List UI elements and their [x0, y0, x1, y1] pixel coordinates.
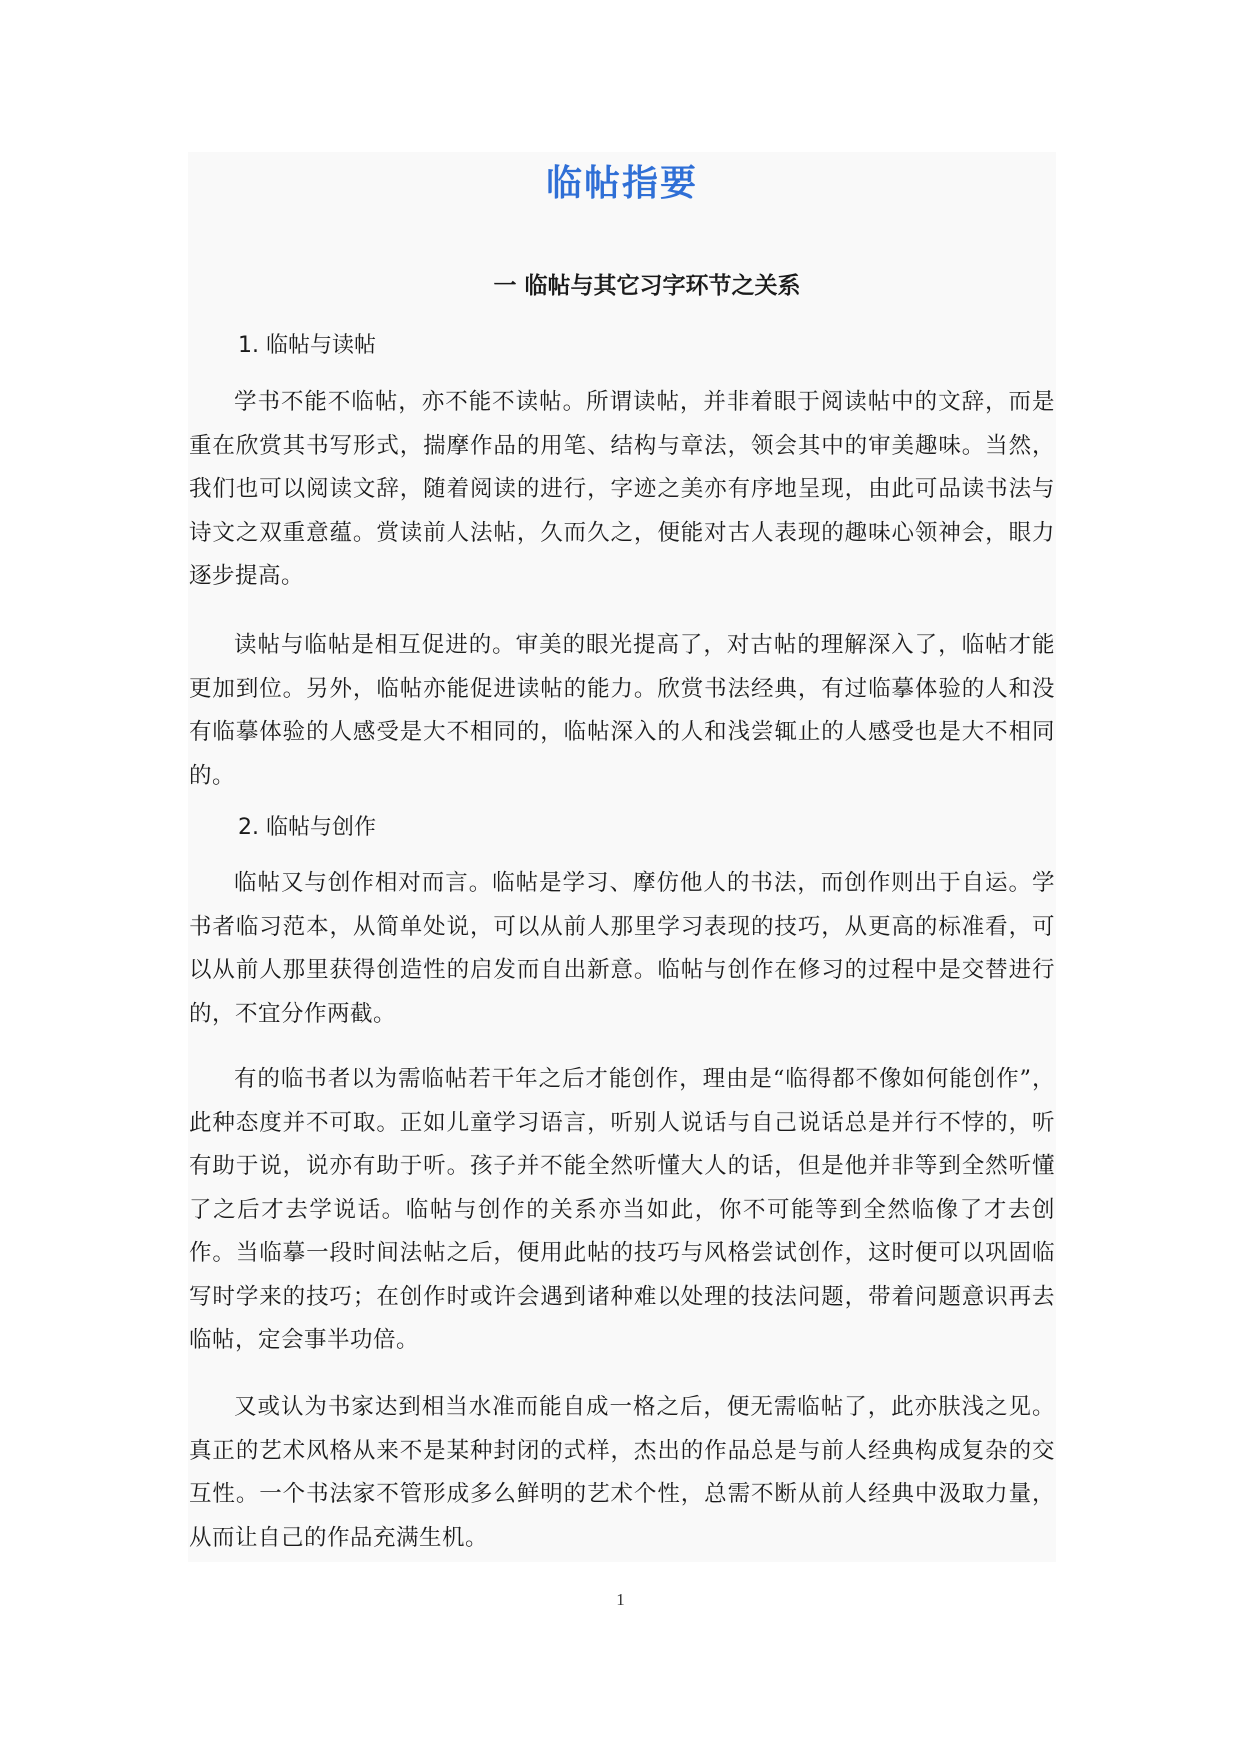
document-title: 临帖指要	[545, 163, 698, 204]
subsection-heading-2: 2. 临帖与创作	[238, 815, 376, 840]
paragraph: 读帖与临帖是相互促进的。审美的眼光提高了，对古帖的理解深入了，临帖才能更加到位。另外，临帖亦能促进读帖的能力。欣赏书法经典，有过临摹体验的人和没有临摹体验的人感受是大不相同的，临帖深入的人和浅尝辄止的人感受也是大不相同的。	[189, 632, 1055, 789]
paragraph: 临帖又与创作相对而言。临帖是学习、摩仿他人的书法，而创作则出于自运。学书者临习范本，从简单处说，可以从前人那里学习表现的技巧，从更高的标准看，可以从前人那里获得创造性的启发而自出新意。临帖与创作在修习的过程中是交替进行的，不宜分作两截。	[189, 870, 1055, 1027]
paragraph: 有的临书者以为需临帖若干年之后才能创作，理由是“临得都不像如何能创作”，此种态度并不可取。正如儿童学习语言，听别人说话与自己说话总是并行不悖的，听有助于说，说亦有助于听。孩子并不能全然听懂大人的话，但是他并非等到全然听懂了之后才去学说话。临帖与创作的关系亦当如此，你不可能等到全然临像了才去创作。当临摹一段时间法帖之后，便用此帖的技巧与风格尝试创作，这时便可以巩固临写时学来的技巧；在创作时或许会遇到诸种难以处理的技法问题，带着问题意识再去临帖，定会事半功倍。	[189, 1066, 1055, 1353]
subsection-heading-1: 1. 临帖与读帖	[238, 333, 376, 358]
paragraph: 学书不能不临帖，亦不能不读帖。所谓读帖，并非着眼于阅读帖中的文辞，而是重在欣赏其书写形式，揣摩作品的用笔、结构与章法，领会其中的审美趣味。当然，我们也可以阅读文辞，随着阅读的进行，字迹之美亦有序地呈现，由此可品读书法与诗文之双重意蕴。赏读前人法帖，久而久之，便能对古人表现的趣味心领神会，眼力逐步提高。	[189, 389, 1055, 589]
page-number: 1	[616, 1590, 625, 1609]
paragraph: 又或认为书家达到相当水准而能自成一格之后，便无需临帖了，此亦肤浅之见。真正的艺术风格从来不是某种封闭的式样，杰出的作品总是与前人经典构成复杂的交互性。一个书法家不管形成多么鲜明的艺术个性，总需不断从前人经典中汲取力量，从而让自己的作品充满生机。	[189, 1394, 1055, 1551]
section-heading: 一 临帖与其它习字环节之关系	[493, 273, 801, 299]
